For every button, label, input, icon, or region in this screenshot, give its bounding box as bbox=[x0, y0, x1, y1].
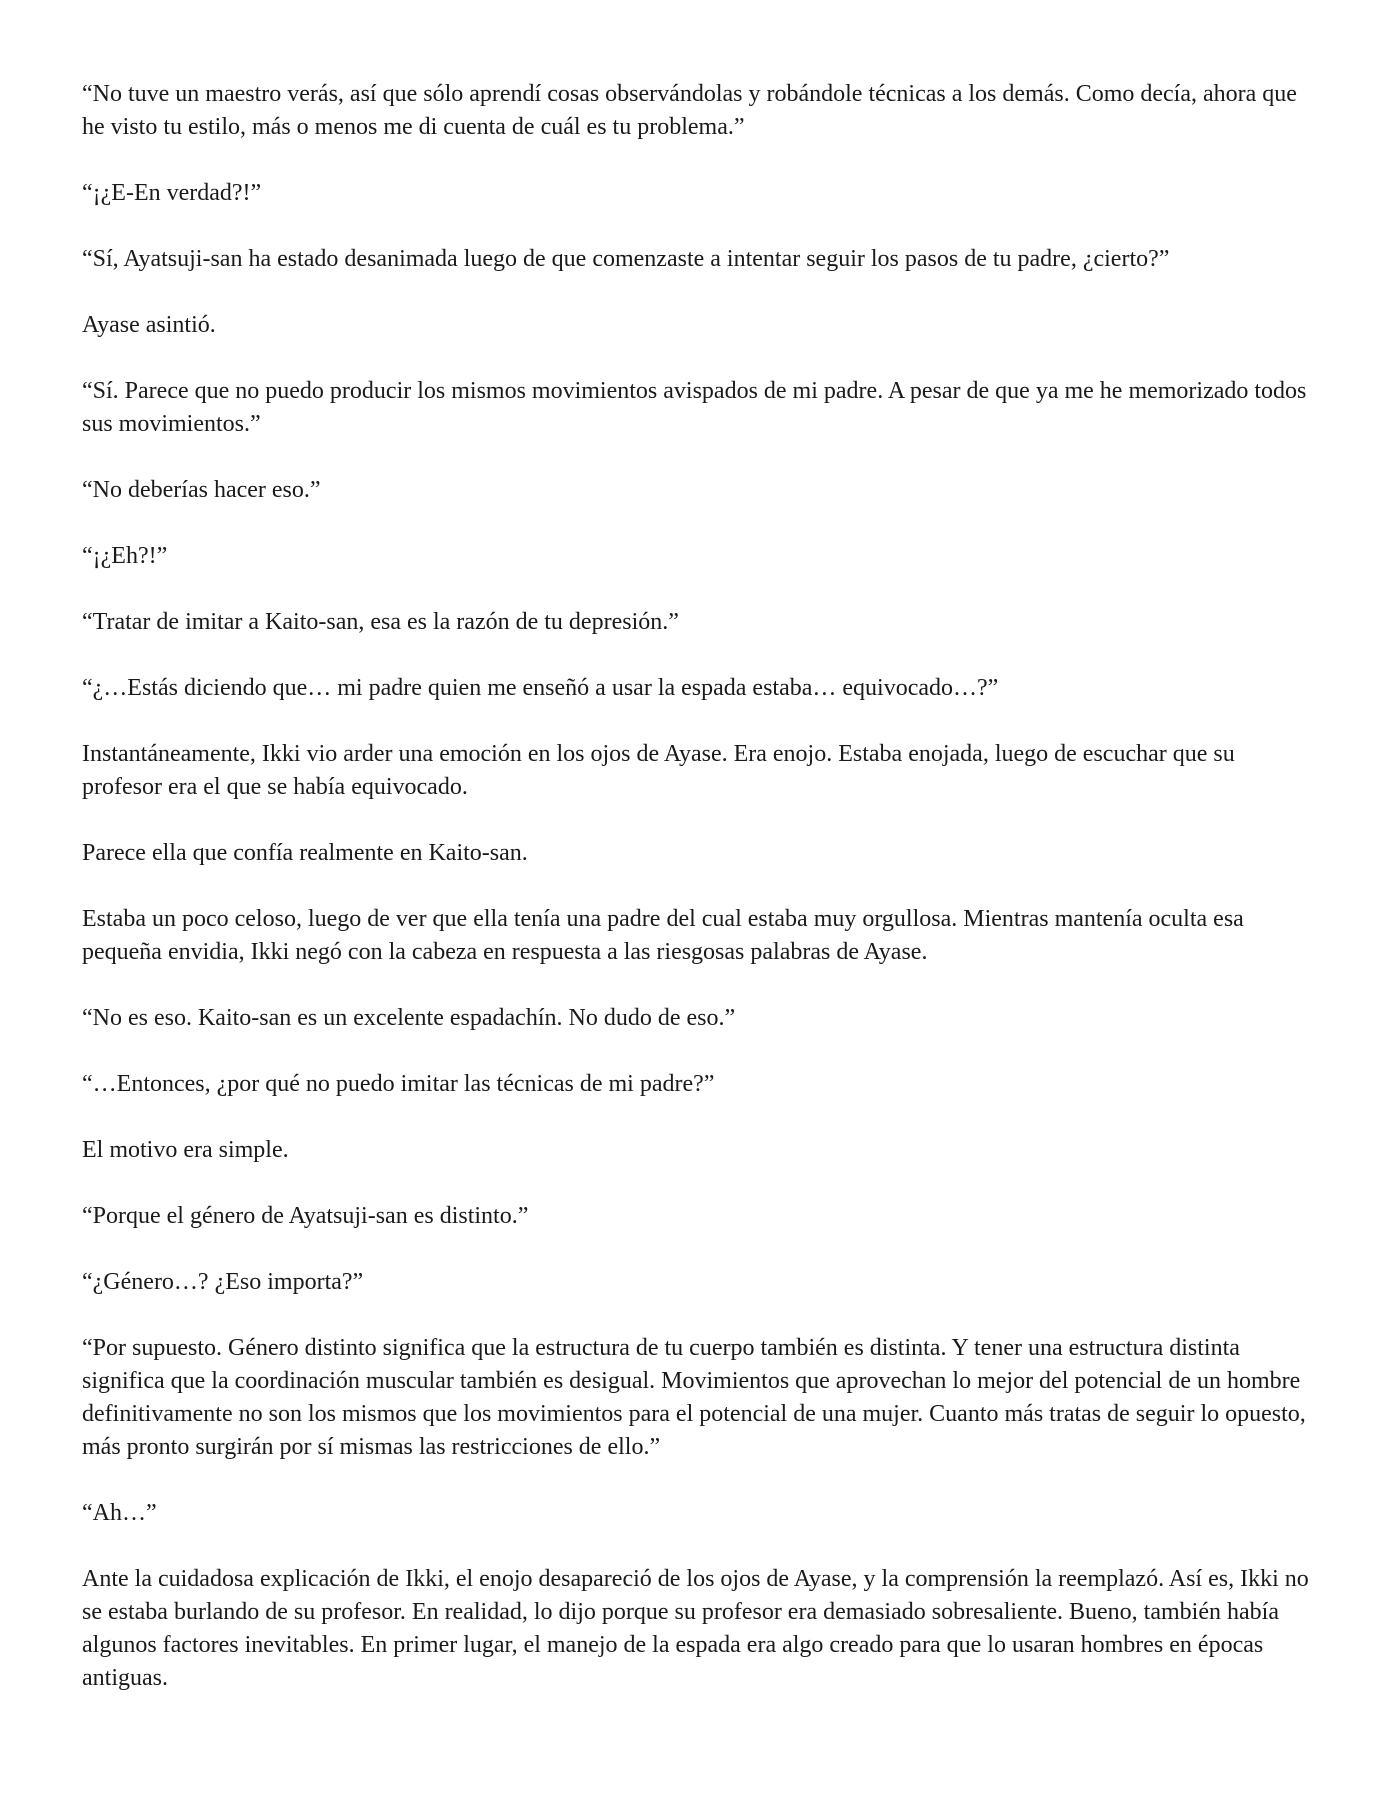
paragraph-10: Instantáneamente, Ikki vio arder una emoción en los ojos de Ayase. Era enojo. Estaba enojada, luego de escuchar que su profesor era el que se había equivocado. bbox=[82, 741, 1235, 800]
paragraph-2: “¡¿E-En verdad?!” bbox=[82, 180, 262, 206]
paragraph-20: Ante la cuidadosa explicación de Ikki, el enojo desapareció de los ojos de Ayase, y la comprensión la reemplazó. Así es, Ikki no se estaba burlando de su profesor. En realidad, lo dijo porque su profesor era demasiado sobresaliente. Bueno, también había algunos factores inevitables. En primer lugar, el manejo de la espada era algo creado para que lo usaran hombres en épocas antiguas. bbox=[82, 1566, 1309, 1691]
paragraph-15: El motivo era simple. bbox=[82, 1137, 289, 1163]
paragraph-9: “¿…Estás diciendo que… mi padre quien me enseñó a usar la espada estaba… equivocado…?” bbox=[82, 675, 999, 701]
paragraph-12: Estaba un poco celoso, luego de ver que ella tenía una padre del cual estaba muy orgullosa. Mientras mantenía oculta esa pequeña envidia, Ikki negó con la cabeza en respuesta a las riesgosas palabras de Ayase. bbox=[82, 906, 1244, 965]
paragraph-4: Ayase asintió. bbox=[82, 312, 216, 338]
paragraph-18: “Por supuesto. Género distinto significa que la estructura de tu cuerpo también es distinta. Y tener una estructura distinta significa que la coordinación muscular también es desigual. Movimientos que aprovechan lo mejor del potencial de un hombre definitivamente no son los mismos que los movimientos para el potencial de una mujer. Cuanto más tratas de seguir lo opuesto, más pronto surgirán por sí mismas las restricciones de ello.” bbox=[82, 1335, 1306, 1460]
paragraph-11: Parece ella que confía realmente en Kaito-san. bbox=[82, 840, 528, 866]
paragraph-13: “No es eso. Kaito-san es un excelente espadachín. No dudo de eso.” bbox=[82, 1005, 736, 1031]
paragraph-7: “¡¿Eh?!” bbox=[82, 543, 168, 569]
paragraph-19: “Ah…” bbox=[82, 1500, 157, 1526]
paragraph-14: “…Entonces, ¿por qué no puedo imitar las técnicas de mi padre?” bbox=[82, 1071, 715, 1097]
paragraph-1: “No tuve un maestro verás, así que sólo aprendí cosas observándolas y robándole técnicas a los demás. Como decía, ahora que he visto tu estilo, más o menos me di cuenta de cuál es tu problema.” bbox=[82, 81, 1297, 140]
paragraph-6: “No deberías hacer eso.” bbox=[82, 477, 321, 503]
paragraph-5: “Sí. Parece que no puedo producir los mismos movimientos avispados de mi padre. A pesar de que ya me he memorizado todos sus movimientos.” bbox=[82, 378, 1307, 437]
paragraph-3: “Sí, Ayatsuji-san ha estado desanimada luego de que comenzaste a intentar seguir los pasos de tu padre, ¿cierto?” bbox=[82, 246, 1170, 272]
paragraph-8: “Tratar de imitar a Kaito-san, esa es la razón de tu depresión.” bbox=[82, 609, 679, 635]
paragraph-17: “¿Género…? ¿Eso importa?” bbox=[82, 1269, 364, 1295]
paragraph-16: “Porque el género de Ayatsuji-san es distinto.” bbox=[82, 1203, 529, 1229]
